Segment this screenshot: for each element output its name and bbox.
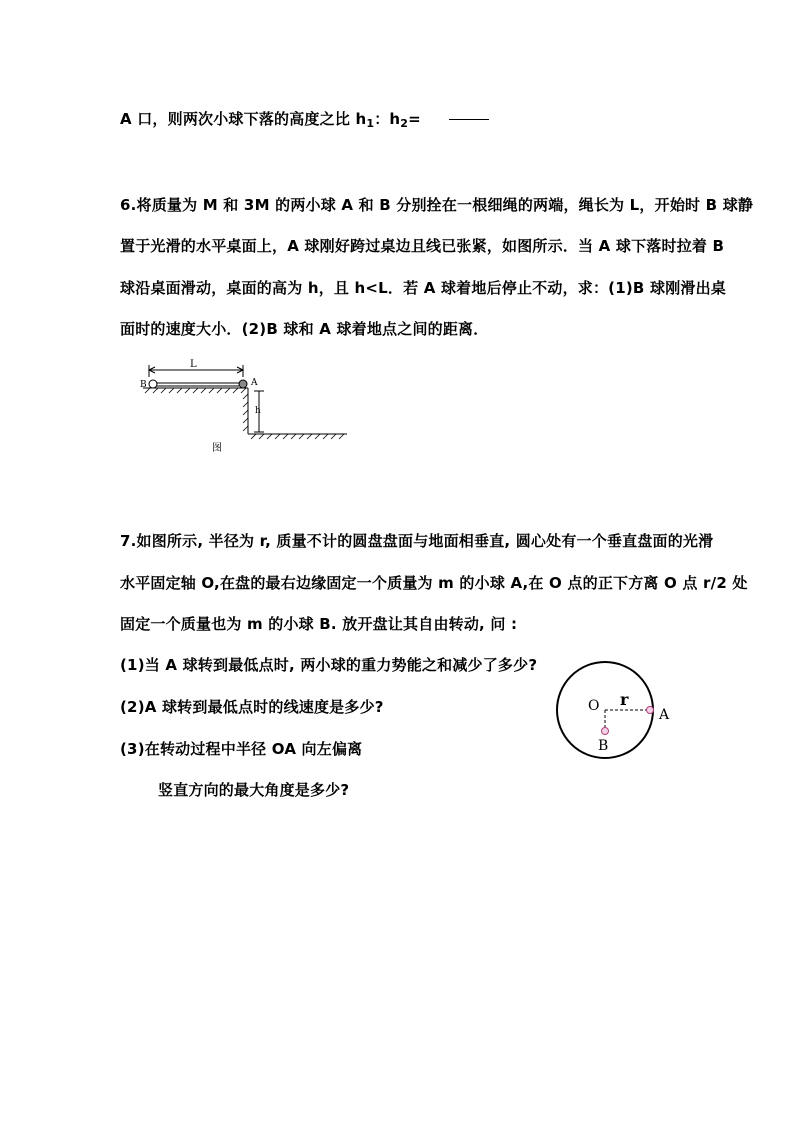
label-B: B [598,738,609,754]
q7-sub-1: (1)当 A 球转到最低点时, 两小球的重力势能之和减少了多少? [120,656,538,674]
label-O: O [588,698,600,714]
q7-line-2: 水平固定轴 O,在盘的最右边缘固定一个质量为 m 的小球 A,在 O 点的正下方离 O 点 r/2 处 [120,574,748,592]
q7-line-1: 7.如图所示, 半径为 r, 质量不计的圆盘盘面与地面相垂直, 圆心处有一个垂直盘面的光滑 [120,532,714,550]
q7-sub-3b: 竖直方向的最大角度是多少? [158,781,350,799]
q7-sub-3a: (3)在转动过程中半径 OA 向左偏离 [120,740,363,758]
q7-line-3: 固定一个质量也为 m 的小球 B. 放开盘让其自由转动, 问 : [120,615,518,633]
ball-A [647,707,654,714]
answer-blank [449,119,489,120]
q7-sub-2: (2)A 球转到最低点时的线速度是多少? [120,698,384,716]
q6-line-1: 6.将质量为 M 和 3M 的两小球 A 和 B 分别拴在一根细绳的两端，绳长为 L，开始时 B 球静 [120,196,754,214]
q6-line-4: 面时的速度大小．(2)B 球和 A 球着地点之间的距离． [120,320,489,338]
ball-B [602,728,609,735]
q6-line-2: 置于光滑的水平桌面上，A 球刚好跨过桌边且线已张紧，如图所示．当 A 球下落时拉着 B [120,237,725,255]
q5-line: A 口，则两次小球下落的高度之比 $h_1$：$h_2=$ [120,108,489,129]
label-L: L [190,359,197,370]
q6-line-3: 球沿桌面滑动，桌面的高为 h，且 h<L．若 A 球着地后停止不动，求：(1)B 球刚滑出桌 [120,279,726,297]
q6-figure [135,355,355,460]
label-B: B [140,380,147,390]
figure-caption: 图 [212,443,222,454]
q7-figure [550,655,690,770]
ball-B [149,380,157,388]
label-h: h [255,406,261,416]
ball-A [239,380,247,388]
label-r: r [620,690,629,709]
label-A: A [251,378,258,388]
label-A: A [659,707,670,723]
